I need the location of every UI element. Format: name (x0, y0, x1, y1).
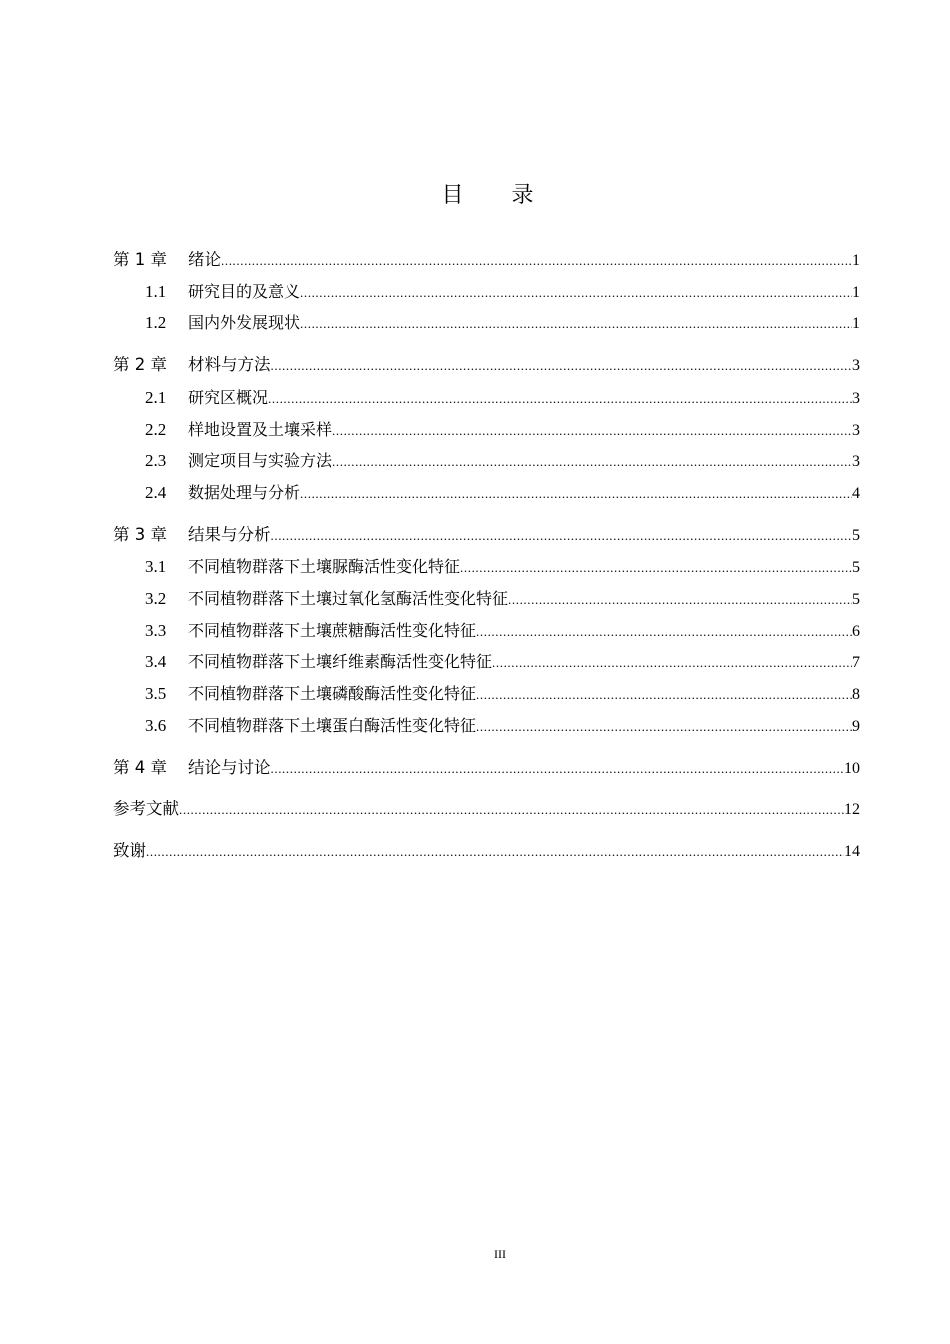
toc-entry-page-number: 12 (844, 801, 860, 818)
toc-entry-number: 1.1 (145, 282, 167, 301)
toc-entry-title: 材料与方法 (188, 355, 271, 374)
toc-entry-title: 样地设置及土壤采样 (188, 420, 333, 439)
toc-chapter-entry[interactable] (113, 839, 860, 863)
toc-section-entry[interactable] (113, 386, 860, 410)
toc-entry-title: 结果与分析 (188, 525, 271, 544)
toc-entry-title: 研究区概况 (188, 388, 269, 407)
toc-entry-page-number: 4 (852, 485, 860, 502)
toc-entry-title: 绪论 (188, 250, 221, 269)
toc-entry-page-number: 7 (852, 654, 860, 671)
toc-entry-number: 第 2 章 (113, 355, 167, 374)
toc-entry-number: 3.5 (145, 684, 167, 703)
toc-entry-page-number: 8 (852, 686, 860, 703)
toc-entry-page-number: 3 (852, 453, 860, 470)
toc-entry-number: 第 1 章 (113, 250, 167, 269)
toc-dot-leader (146, 840, 844, 864)
toc-entry-page-number: 1 (852, 284, 860, 301)
toc-entry-page-number: 3 (852, 390, 860, 407)
toc-section-entry[interactable] (113, 587, 860, 611)
toc-section-entry[interactable] (113, 650, 860, 674)
toc-section-entry[interactable] (113, 619, 860, 643)
toc-dot-leader (332, 419, 852, 443)
toc-entry-page-number: 6 (852, 623, 860, 640)
toc-section-entry[interactable] (113, 555, 860, 579)
toc-section-entry[interactable] (113, 682, 860, 706)
toc-entry-title: 不同植物群落下土壤纤维素酶活性变化特征 (188, 652, 493, 671)
page-title-char-1: 目 (441, 182, 464, 207)
toc-chapter-entry[interactable] (113, 756, 860, 780)
toc-entry-title: 国内外发展现状 (188, 313, 301, 332)
toc-entry-number: 第 3 章 (113, 525, 167, 544)
toc-entry-page-number: 3 (852, 357, 860, 374)
footer-page-number: III (494, 1247, 506, 1261)
toc-dot-leader (476, 715, 852, 739)
toc-dot-leader (332, 450, 852, 474)
toc-dot-leader (476, 683, 852, 707)
toc-entry-title: 结论与讨论 (188, 758, 271, 777)
toc-dot-leader (271, 354, 853, 378)
toc-chapter-entry[interactable] (113, 353, 860, 377)
page-title-char-2: 录 (511, 182, 534, 207)
toc-entry-page-number: 1 (852, 315, 860, 332)
toc-dot-leader (492, 651, 852, 675)
toc-entry-number: 3.2 (145, 589, 167, 608)
toc-entry-title: 不同植物群落下土壤蔗糖酶活性变化特征 (188, 621, 477, 640)
toc-entry-number: 1.2 (145, 313, 167, 332)
toc-dot-leader (460, 556, 852, 580)
toc-entry-page-number: 1 (852, 252, 860, 269)
toc-section-entry[interactable] (113, 449, 860, 473)
toc-section-entry[interactable] (113, 714, 860, 738)
toc-entry-title: 参考文献 (113, 799, 179, 818)
toc-entry-page-number: 9 (852, 718, 860, 735)
toc-entry-page-number: 5 (852, 559, 860, 576)
toc-dot-leader (508, 588, 852, 612)
toc-entry-page-number: 10 (844, 760, 860, 777)
toc-section-entry[interactable] (113, 481, 860, 505)
toc-entry-title: 不同植物群落下土壤蛋白酶活性变化特征 (188, 716, 477, 735)
toc-dot-leader (300, 281, 852, 305)
toc-entry-title: 研究目的及意义 (188, 282, 301, 301)
page-title (0, 178, 950, 209)
toc-entry-page-number: 14 (844, 843, 860, 860)
toc-entry-title: 致谢 (113, 841, 146, 860)
toc-section-entry[interactable] (113, 280, 860, 304)
toc-dot-leader (221, 249, 852, 273)
toc-entry-number: 2.4 (145, 483, 167, 502)
toc-entry-number: 第 4 章 (113, 758, 167, 777)
toc-dot-leader (268, 387, 852, 411)
toc-chapter-entry[interactable] (113, 523, 860, 547)
toc-dot-leader (300, 482, 852, 506)
toc-entry-number: 3.6 (145, 716, 167, 735)
toc-chapter-entry[interactable] (113, 797, 860, 821)
toc-dot-leader (300, 312, 852, 336)
toc-entry-page-number: 5 (852, 527, 860, 544)
toc-entry-title: 不同植物群落下土壤磷酸酶活性变化特征 (188, 684, 477, 703)
toc-dot-leader (271, 757, 845, 781)
toc-chapter-entry[interactable] (113, 248, 860, 272)
toc-section-entry[interactable] (113, 311, 860, 335)
toc-entry-title: 不同植物群落下土壤过氧化氢酶活性变化特征 (188, 589, 509, 608)
toc-dot-leader (179, 798, 844, 822)
toc-entry-title: 数据处理与分析 (188, 483, 301, 502)
toc-entry-page-number: 3 (852, 422, 860, 439)
toc-dot-leader (271, 524, 853, 548)
toc-entry-number: 2.1 (145, 388, 167, 407)
toc-entry-title: 测定项目与实验方法 (188, 451, 333, 470)
toc-entry-number: 3.4 (145, 652, 167, 671)
toc-entry-number: 2.2 (145, 420, 167, 439)
toc-entry-title: 不同植物群落下土壤脲酶活性变化特征 (188, 557, 461, 576)
toc-entry-page-number: 5 (852, 591, 860, 608)
toc-entry-number: 3.3 (145, 621, 167, 640)
toc-dot-leader (476, 620, 852, 644)
toc-entry-number: 3.1 (145, 557, 167, 576)
toc-entry-number: 2.3 (145, 451, 167, 470)
toc-section-entry[interactable] (113, 418, 860, 442)
